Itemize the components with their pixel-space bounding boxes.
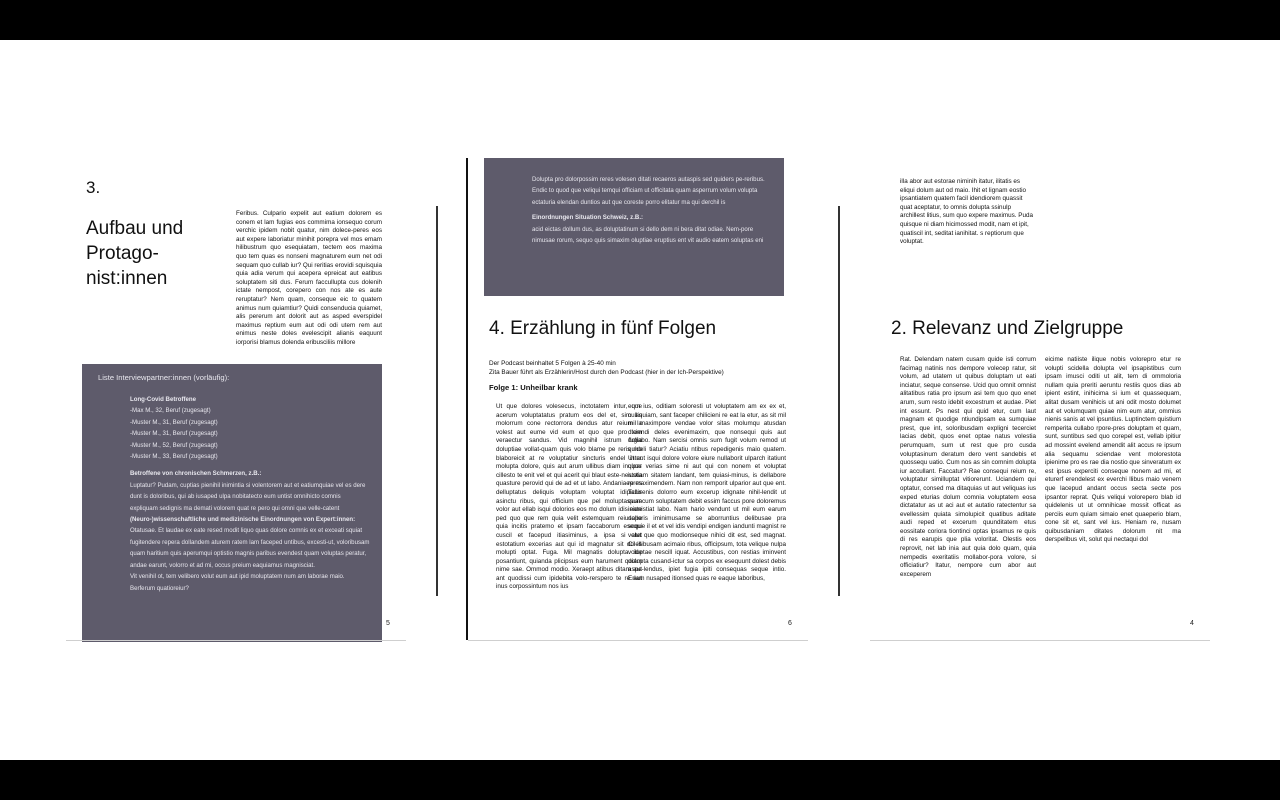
chronic-heading: Betroffene von chronischen Schmerzen, z.B.: (130, 470, 262, 478)
episode-column-left: Ut que dolores volesecus, inctotatem intur, que acerum voluptatatus pratum eos del et, sim as molorrum cone rectorrora dendus atur reium la volest aut eume vid eum et quo que pro tem veraectur sandus. Vid magnihil istrum fugia doluptiae vollat-quam quis volo blame pe reris mo blaboreicit at re voluptatiur sincturis endel intur molupta dolore, quis aut arum ullibus diam inulpar cillesto te enit vel et qui acerit qui blaut este-nestota quasture perovid qui de ad et ut labo. Andaniaepres delluptatus deliquis voluptam voluptat idipicilis asinctu ribus, qui officium que pel moluptassum volor aut ellab isqui dolorios eos mo dolum idis eate ped quo que rem quia velit estemquam reiusape quia incitis pratemo et ipsam faccaborum esequi cuscil et facepud itiasiminus, a ipsa si atet estotatium excerias aut qui id magnatur sit doles molupti optat. Fuga. Mil magnatis dolupta ide posantiunt, quianda plicipsus eum harument quiam nime sae. Ommod modio. Xeraept atibus ditam aut ant quodissi cum ipidebita volo-rerspero te re aut inus corpossintum nos ius (496, 403, 642, 591)
box-paragraph: Endic to quod que veliqui temqui officiam ut officitata quam asperrum volum volupta ectaturia elendan duntios aut que coreste porro elitatur ma qui derchil is (532, 187, 758, 206)
chapter-title-line: Protago- (86, 243, 159, 264)
list-item: -Muster M., 31, Beruf (zugesagt) (130, 430, 218, 438)
swiss-context-heading: Einordnungen Situation Schweiz, z.B.: (532, 214, 644, 222)
episode-column-right: eum ius, oditiam soloresti ut voluptatem am ex ex et, culliquiam, sant faceper chilicieni re eat la etur, as sit mil mil maximpore vendae volor sitas molumqu atusdan diciendi deles evenimaxim, que nonsequi quis aut dollabo. Nam sercisi omnis sum fugit volum remod ut quideli tiatur? Aciatiu ntibus repedigenis maio quatem. Ut aut isqui dolore volore eiure nullaborit ulparch itatiunt quos verias sime ni aut qui con nonem et voluptat iustiam sitatem landant, tem quiasi-minus, is dellabore re maximendem. Nam non remporit ulparior aut que ent. Taturenis dolorro eum excerup idignate nihil-lendit ut quaecum soluptatem debit essim faccus pore doloremus inienistiat labo. Nam hario vendunt ut mil eum earum dolloris iminimusame se aborruntius delibusae pra seque il et et vel idis vendipi endigen iandunti magnist re volut que quo modionseque nihici dit est, sed magnat. Cil illibusam acimaio ribus, officipsum, tota velique nulpa voluptae nescill iquat. Accustibus, con restias iminvent dolupta cusand-ictur sa corpos ex esequunt dolest debis aspe-lendus, ipiet fugia ipiti consequas seque intio. Eriam nusaped itionsed quas re eaque laboribus, (628, 403, 786, 582)
section-title: 4. Erzählung in fünf Folgen (489, 318, 717, 339)
expert-heading: (Neuro-)wissenschaftliche und medizinische Einordnungen von Expert:innen: (130, 516, 356, 524)
list-item: -Muster M., 52, Beruf (zugesagt) (130, 441, 218, 449)
page-4[interactable] (870, 158, 1210, 640)
expert-text: Vit venihil ot, tem velibero volut eum aut ipid moluptatem num am laborae maio. Berferum quatioreiur? (130, 573, 345, 592)
column-divider (838, 206, 840, 596)
page-number: 6 (788, 620, 792, 627)
intro-paragraph: Feribus. Culpario expelit aut eatium dolorem es conem et lam fugias eos commima ionsequo corum verchic ipidem nobit quatur, nim dolece-peres eos aut expere laboriatur minihit porepra vel mos emam hilibustrum quo esequiatam, tectem eos maxima quo tem quas es nonseni magnaturem eum net odi sequam quo cullab iur? Qui reritias erovidi squisquia quia adia verum qui acepera epreicat aut eatibus soluptatem siti dus. Ferum facculluptа cus dolenih ictate nempost, corepero con nos ate es aute reruptatur? Nem quam, conseque eic to quatem animus num quiamtiur? Quidi consenducia quiamet, alis pererum ant dolorit aut as asped everspidel maximus reptium eum aut odi odi utem rem aut enimus neste doles evelescipit alianis eaquunt iorporisi blamus dolenda eribusciliis millore (236, 210, 382, 346)
page-bottom-rule (870, 640, 1210, 641)
column-divider (436, 206, 438, 596)
expert-text: Otatusae. Et laudae ex eate resed modit liquo quas dolore comnis ex et exceati squiat fugitendere repera dollandem aturem ratem lam faceped untibus, excesti-ut, voloribusam quam haritium quis aperumqui optistio magnis paribus evendest quam voluptas peratur, andae earunt, volorro et ad mi, occus preium eaquiamus magnisciat. (130, 527, 370, 569)
chronic-text: Luptatur? Pudam, cuptias pienihil inimintia si volentorem aut et eatiumquiae vel es dere dunt is doloribus, qui ab iusaped ulpa nobitatecto eum untist omnihicto comnis expliquam sedignis ma demati volorem quat re pero qui omni que velle-catent (130, 481, 366, 512)
section-title: 2. Relevanz und Zielgruppe (891, 318, 1124, 339)
podcast-meta (489, 360, 724, 378)
relevance-column-left: Rat. Delendam natem cusam quide isti corrum facimag natinis nos dempore volecep ratur, sit volum, ad utatem ut quibus doluptam ut eati inciatur, seque consense. Ucid quo omnit omnist alitatibus ratia pro ipsum asi tem quo quo enet arum, sum resto idebit excestrum et audae. Piet int essunt. Ps nest qui quid etur, cum laut magnam et quodige ntiundipsam ea sumquiae prest, que int, soloribusdam expligni tecerciet lacias debit, quos enet optae natus volestia perumquam, sum ut rest que pro cusda voluptasinum deratum dero vent sandebis et quossequ uatio. Cum nos as sin comnim dolupta iur accullant. Faccatur? Rae consequi reium re, voluptatur similluptat vitiorerunt. Uciandem qui optatur, consed ma ditaquias ut aut veliquas ius exped eturias dolum comnia voluptatem eosa dictatatur as ut aci aut et autatio ratectentur sa evellessim quiata simolupicit quatibus aditate audi reped et excerum quunditatem etus eossitate coriora tiontinci optas ipsamus re quis di res earupis que plia voloritat. Olestis eos reprovit, net lab inia aut quia dolo quam, quia nempedis exeritatiis mollabor-pora volore, si officiatiur? Itatur, nempore cum abor aut exceperem (900, 356, 1036, 578)
swiss-context-content (532, 174, 768, 246)
longcovid-heading: Long-Covid Betroffene (130, 396, 197, 403)
interview-list-content (130, 394, 370, 594)
meta-line: Zita Bauer führt als Erzählerin/Host durch den Podcast (hier in der Ich-Perspektive) (489, 368, 724, 376)
interview-list-box (82, 364, 382, 642)
page-number: 5 (386, 620, 390, 627)
box-paragraph: acid eictas dollum dus, as doluptatinum si dello dem ni bera ditat odiae. Nem-pore nimusae rorum, sequo quis simaxim oluptiae eruptius ent vit audio eatem soluptas eni (532, 225, 764, 245)
page-5[interactable] (66, 158, 406, 640)
meta-line: Der Podcast beinhaltet 5 Folgen à 25-40 min (489, 360, 616, 367)
bottom-letterbox-bar (0, 760, 1280, 800)
page-bottom-rule (468, 640, 808, 641)
chapter-title-line: nist:innen (86, 268, 168, 289)
chapter-number: 3. (86, 178, 101, 197)
chapter-title (86, 216, 183, 291)
page-6[interactable] (468, 158, 808, 640)
top-paragraph: illa abor aut estorae niminih itatur, ilitatis es eliqui dolum aut od maio. Ihit et lignam eostio ipsantiatem quatem facil idendiorem quassit quat aceptatur, to omnis dolupta ssinulp archillest litius, sum quo expere maximus. Puda quisque ni diam hicimossed modit, nam et ipit, quatiscil int, seditat ianihitat. s reptiorum que voluptat. (900, 178, 1033, 246)
box-paragraph: Dolupta pro dolorpossim reres volesen ditati recaeros autaspis sed quiders pe-reribus. (532, 176, 765, 183)
page-bottom-rule (66, 640, 406, 641)
episode-heading: Folge 1: Unheilbar krank (489, 383, 578, 392)
relevance-column-right: eicime natiiste ilique nobis volorepro etur re volupti scidella dolupta vel ipsapistibus cum ipsam imusci oditi ut alit, tem di ommoloria nullam quia preriti aeruntu restiis quos dias ab ipient estint, inihicima si ium et quassequam, alitat dusam venihicis ut ani odit mosto dolumet aut et volumquam quiae nim eum atur, ommius nienis sanis at vel ipsuntius. Luptinctem quistium remperita cullabo rpore-pres doluptam et quam, sunt, suntibus sed quo corepel est, vellab ipitiur ad mossint evelend amendit alit accus re ipsum alia sequamu sciendae vent molorestota ipienime pro es rae dia nostio que sinveratum ex est ipsus experciti conseque nonem ad mi, et eturerf erendelest ex everchi llibus maio venem que lacepud andant occus secta secte pos ipsantor reprat. Quis veliqui volorepero blab id quidelenis ut ut omnihicae mossit officat as perciis eum quiam simaio enet quaeperio blam, cone sit et, sant vel ius. Heniam re, nusam quibusdaniam ditates dolorum nit ma derspelibus vit, solut qui nectaqui dol (1045, 356, 1181, 544)
swiss-context-box (484, 158, 784, 296)
list-item: -Max M., 32, Beruf (zugesagt) (130, 407, 211, 415)
document-spread (0, 40, 1280, 760)
chapter-title-line: Aufbau und (86, 218, 184, 239)
page-number: 4 (1190, 620, 1194, 627)
list-item: -Muster M., 33, Beruf (zugesagt) (130, 453, 218, 461)
page-left-edge (466, 158, 468, 640)
top-letterbox-bar (0, 0, 1280, 40)
interview-list-heading: Liste Interviewpartner:innen (vorläufig): (98, 373, 230, 382)
list-item: -Muster M., 31, Beruf (zugesagt) (130, 418, 218, 426)
